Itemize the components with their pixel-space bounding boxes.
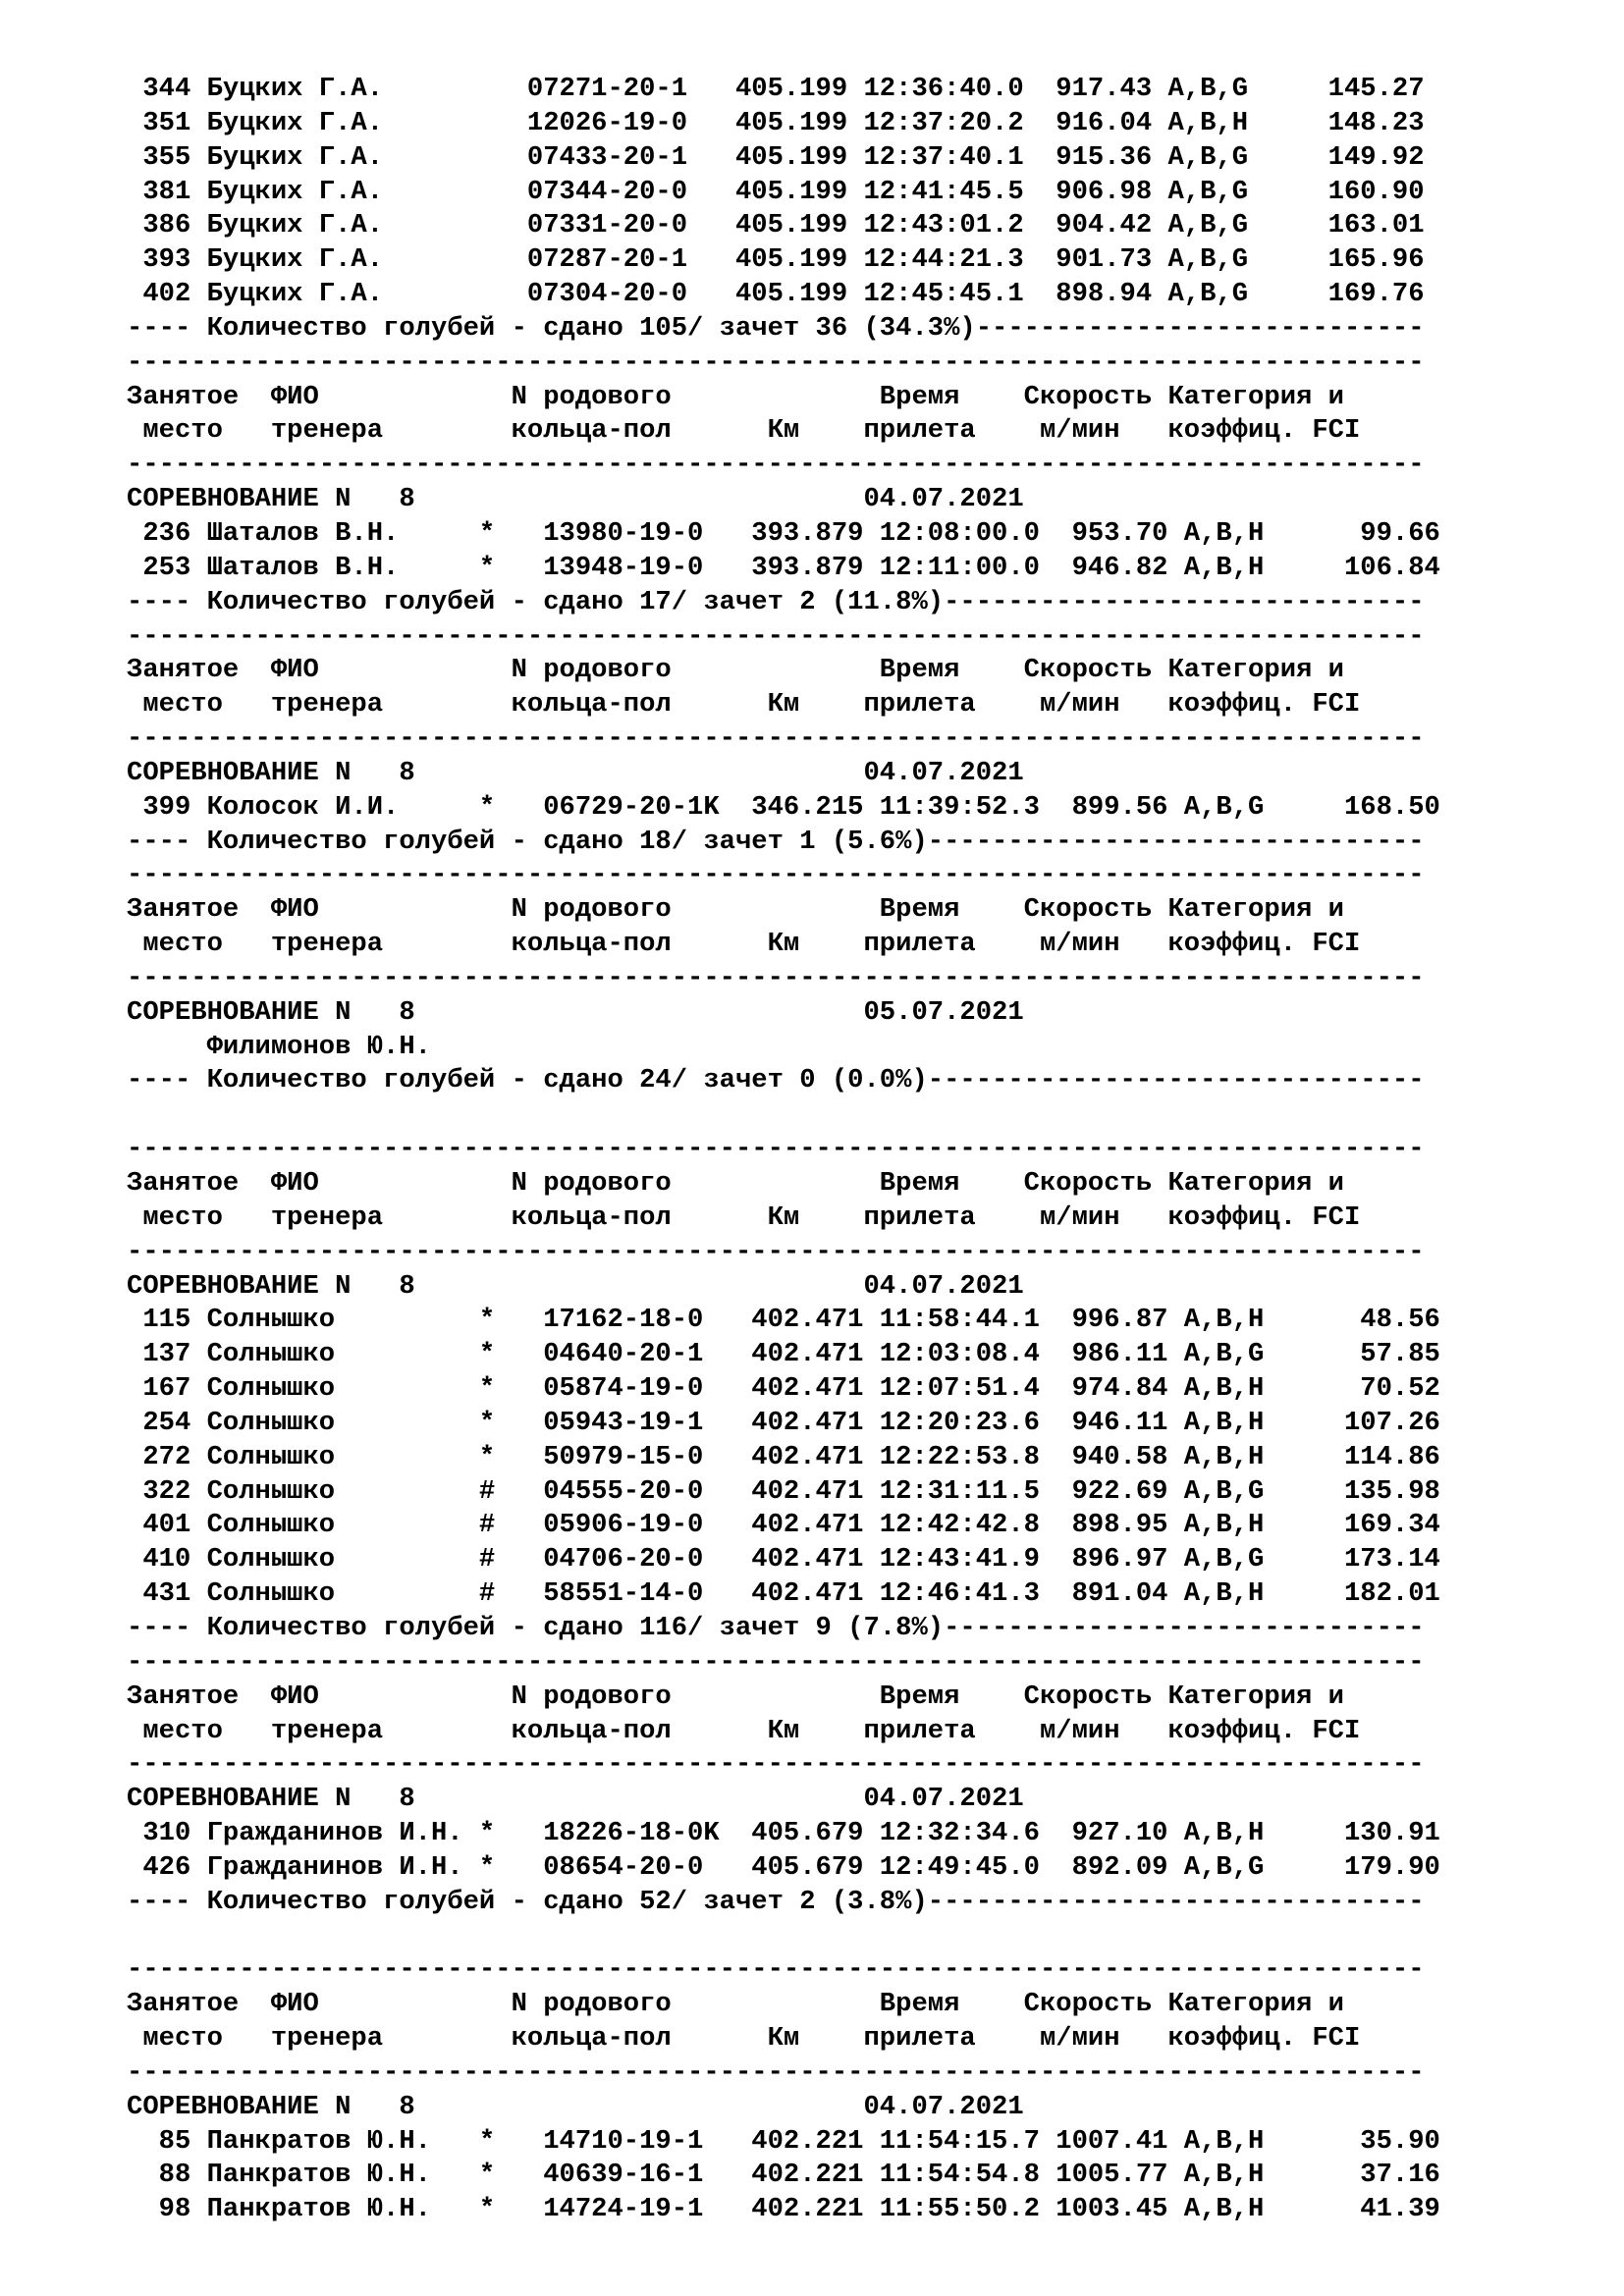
blank-line [127,1920,1599,1954]
column-header-line-2: место тренера кольца-пол Км прилета м/мин коэффиц. FCI [127,415,1361,447]
separator-line: --------------------------------------------------------------------------------- [127,1134,1425,1165]
column-header-line-2: место тренера кольца-пол Км прилета м/мин коэффиц. FCI [127,1201,1361,1233]
separator-line: --------------------------------------------------------------------------------- [127,1646,1425,1678]
competition-header: СОРЕВНОВАНИЕ N 8 04.07.2021 [127,1784,1024,1815]
column-header-line-1: Занятое ФИО N родового Время Скорость Категория и [127,381,1344,412]
result-row: 351 Буцких Г.А. 12026-19-0 405.199 12:37:20.2 916.04 A,B,H 148.23 [127,107,1425,138]
separator-line: --------------------------------------------------------------------------------- [127,450,1425,481]
result-row: 98 Панкратов Ю.Н. * 14724-19-1 402.221 11:55:50.2 1003.45 A,B,H 41.39 [127,2194,1440,2225]
result-row: 272 Солнышко * 50979-15-0 402.471 12:22:53.8 940.58 A,B,H 114.86 [127,1441,1440,1472]
result-row: 85 Панкратов Ю.Н. * 14710-19-1 402.221 11:54:15.7 1007.41 A,B,H 35.90 [127,2125,1440,2157]
results-document [127,73,1599,2227]
separator-line: --------------------------------------------------------------------------------- [127,347,1425,378]
separator-line: --------------------------------------------------------------------------------- [127,1954,1425,1986]
column-header-line-2: место тренера кольца-пол Км прилета м/мин коэффиц. FCI [127,2023,1361,2055]
result-row: 310 Гражданинов И.Н. * 18226-18-0K 405.679 12:32:34.6 927.10 A,B,H 130.91 [127,1818,1440,1849]
separator-line: --------------------------------------------------------------------------------- [127,1749,1425,1781]
result-row: 253 Шаталов В.Н. * 13948-19-0 393.879 12:11:00.0 946.82 A,B,H 106.84 [127,552,1440,583]
result-row: 236 Шаталов В.Н. * 13980-19-0 393.879 12:08:00.0 953.70 A,B,H 99.66 [127,517,1440,549]
result-row: 401 Солнышко # 05906-19-0 402.471 12:42:42.8 898.95 A,B,H 169.34 [127,1510,1440,1541]
result-row: 393 Буцких Г.А. 07287-20-1 405.199 12:44:21.3 901.73 A,B,G 165.96 [127,244,1425,276]
column-header-line-1: Занятое ФИО N родового Время Скорость Категория и [127,1989,1344,2020]
result-row: 322 Солнышко # 04555-20-0 402.471 12:31:11.5 922.69 A,B,G 135.98 [127,1475,1440,1507]
result-row: 137 Солнышко * 04640-20-1 402.471 12:03:08.4 986.11 A,B,G 57.85 [127,1339,1440,1370]
column-header-line-2: место тренера кольца-пол Км прилета м/мин коэффиц. FCI [127,929,1361,960]
result-row: 381 Буцких Г.А. 07344-20-0 405.199 12:41:45.5 906.98 A,B,G 160.90 [127,176,1425,207]
competition-header: СОРЕВНОВАНИЕ N 8 04.07.2021 [127,2091,1024,2122]
separator-line: --------------------------------------------------------------------------------- [127,620,1425,652]
participant-name-line: Филимонов Ю.Н. [127,1031,431,1062]
separator-line: --------------------------------------------------------------------------------- [127,860,1425,891]
summary-line: ---- Количество голубей - сдано 24/ зачет 0 (0.0%)------------------------------- [127,1065,1425,1096]
column-header-line-1: Занятое ФИО N родового Время Скорость Категория и [127,655,1344,686]
summary-line: ---- Количество голубей - сдано 116/ зачет 9 (7.8%)------------------------------ [127,1612,1425,1643]
result-row: 399 Колосок И.И. * 06729-20-1K 346.215 11:39:52.3 899.56 A,B,G 168.50 [127,791,1440,823]
result-row: 88 Панкратов Ю.Н. * 40639-16-1 402.221 11:54:54.8 1005.77 A,B,H 37.16 [127,2160,1440,2191]
result-row: 386 Буцких Г.А. 07331-20-0 405.199 12:43:01.2 904.42 A,B,G 163.01 [127,210,1425,241]
competition-header: СОРЕВНОВАНИЕ N 8 04.07.2021 [127,757,1024,788]
column-header-line-1: Занятое ФИО N родового Время Скорость Категория и [127,1168,1344,1199]
competition-header: СОРЕВНОВАНИЕ N 8 04.07.2021 [127,1270,1024,1302]
result-row: 410 Солнышко # 04706-20-0 402.471 12:43:41.9 896.97 A,B,G 173.14 [127,1544,1440,1575]
result-row: 167 Солнышко * 05874-19-0 402.471 12:07:51.4 974.84 A,B,H 70.52 [127,1373,1440,1405]
column-header-line-1: Занятое ФИО N родового Время Скорость Категория и [127,894,1344,926]
summary-line: ---- Количество голубей - сдано 52/ зачет 2 (3.8%)------------------------------- [127,1886,1425,1917]
separator-line: --------------------------------------------------------------------------------- [127,2056,1425,2088]
result-row: 426 Гражданинов И.Н. * 08654-20-0 405.679 12:49:45.0 892.09 A,B,G 179.90 [127,1851,1440,1883]
separator-line: --------------------------------------------------------------------------------- [127,962,1425,993]
summary-line: ---- Количество голубей - сдано 105/ зачет 36 (34.3%)---------------------------- [127,312,1425,344]
separator-line: --------------------------------------------------------------------------------- [127,723,1425,755]
column-header-line-2: место тренера кольца-пол Км прилета м/мин коэффиц. FCI [127,1715,1361,1746]
result-row: 115 Солнышко * 17162-18-0 402.471 11:58:44.1 996.87 A,B,H 48.56 [127,1305,1440,1336]
competition-header: СОРЕВНОВАНИЕ N 8 05.07.2021 [127,996,1024,1028]
separator-line: --------------------------------------------------------------------------------- [127,1236,1425,1267]
result-row: 402 Буцких Г.А. 07304-20-0 405.199 12:45:45.1 898.94 A,B,G 169.76 [127,279,1425,310]
column-header-line-1: Занятое ФИО N родового Время Скорость Категория и [127,1681,1344,1712]
blank-line [127,1098,1599,1133]
result-row: 355 Буцких Г.А. 07433-20-1 405.199 12:37:40.1 915.36 A,B,G 149.92 [127,141,1425,173]
column-header-line-2: место тренера кольца-пол Км прилета м/мин коэффиц. FCI [127,689,1361,721]
result-row: 431 Солнышко # 58551-14-0 402.471 12:46:41.3 891.04 A,B,H 182.01 [127,1578,1440,1610]
result-row: 254 Солнышко * 05943-19-1 402.471 12:20:23.6 946.11 A,B,H 107.26 [127,1407,1440,1438]
competition-header: СОРЕВНОВАНИЕ N 8 04.07.2021 [127,484,1024,515]
summary-line: ---- Количество голубей - сдано 18/ зачет 1 (5.6%)------------------------------- [127,826,1425,857]
result-row: 344 Буцких Г.А. 07271-20-1 405.199 12:36:40.0 917.43 A,B,G 145.27 [127,74,1425,104]
summary-line: ---- Количество голубей - сдано 17/ зачет 2 (11.8%)------------------------------ [127,586,1425,617]
